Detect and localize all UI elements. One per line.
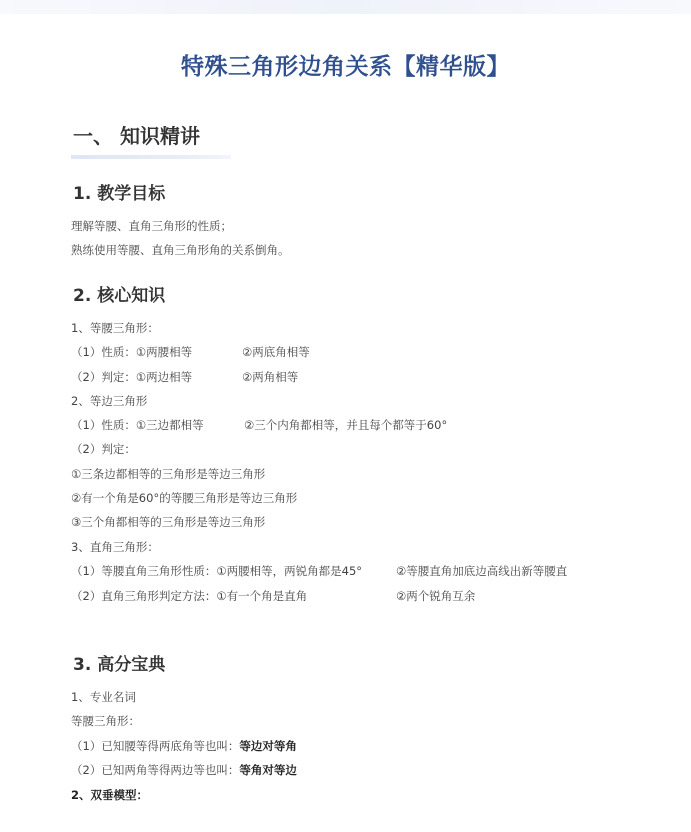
tips-line-2: [71, 762, 297, 778]
right-triangle-label: 3、直角三角形：: [71, 540, 159, 554]
right-judge-line: [71, 588, 475, 604]
right-judge-b: ②两个锐角互余: [396, 589, 476, 603]
isosceles-judge-a: （2）判定：①两边相等: [71, 370, 193, 384]
core-heading: 2. 核心知识: [73, 286, 166, 306]
tips-line-1: [71, 738, 297, 754]
isosceles-judge-line: [71, 369, 298, 385]
right-property-line: [71, 563, 567, 579]
isosceles-property-line: [71, 344, 310, 360]
goals-heading: 1. 教学目标: [73, 184, 166, 204]
tips-line-2-term: 等角对等边: [239, 763, 297, 777]
equilateral-judge-1: ①三条边都相等的三角形是等边三角形: [71, 467, 266, 481]
goal-line-1: 理解等腰、直角三角形的性质；: [71, 219, 232, 233]
terms-label: 1、专业名词: [71, 690, 136, 704]
tips-line-1-text: （1）已知腰等得两底角等也叫：: [71, 739, 240, 753]
equilateral-judge-2: ②有一个角是60°的等腰三角形是等边三角形: [71, 491, 298, 505]
goal-line-2: 熟练使用等腰、直角三角形角的关系倒角。: [71, 243, 290, 257]
heading-underline: [71, 155, 231, 159]
isosceles-property-a: （1）性质：①两腰相等: [71, 345, 193, 359]
right-property-b: ②等腰直角加底边高线出新等腰直: [396, 564, 568, 578]
isosceles-judge-b: ②两角相等: [242, 370, 299, 384]
tips-line-2-text: （2）已知两角等得两边等也叫：: [71, 763, 240, 777]
isosceles-label: 1、等腰三角形：: [71, 321, 159, 335]
equilateral-judge-3: ③三个角都相等的三角形是等边三角形: [71, 515, 266, 529]
isosceles-property-b: ②两底角相等: [242, 345, 310, 359]
tips-heading: 3. 高分宝典: [73, 655, 166, 675]
model-label-text: 2、双垂模型：: [71, 788, 149, 802]
tips-line-1-term: 等边对等角: [239, 739, 297, 753]
equilateral-label: 2、等边三角形: [71, 394, 148, 408]
tips-isosceles-label: 等腰三角形：: [71, 714, 140, 728]
equilateral-property-a: （1）性质：①三边都相等: [71, 418, 204, 432]
right-judge-a: （2）直角三角形判定方法：①有一个角是直角: [71, 589, 308, 603]
equilateral-judge-label: （2）判定：: [71, 442, 136, 456]
document-title: 特殊三角形边角关系【精华版】: [181, 54, 510, 80]
right-property-a: （1）等腰直角三角形性质：①两腰相等，两锐角都是45°: [71, 564, 363, 578]
equilateral-property-line: [71, 417, 447, 433]
section-knowledge-heading: 一、 知识精讲: [73, 124, 200, 148]
double-perpendicular-model-label: [71, 787, 148, 803]
equilateral-property-b: ②三个内角都相等，并且每个都等于60°: [244, 418, 448, 432]
